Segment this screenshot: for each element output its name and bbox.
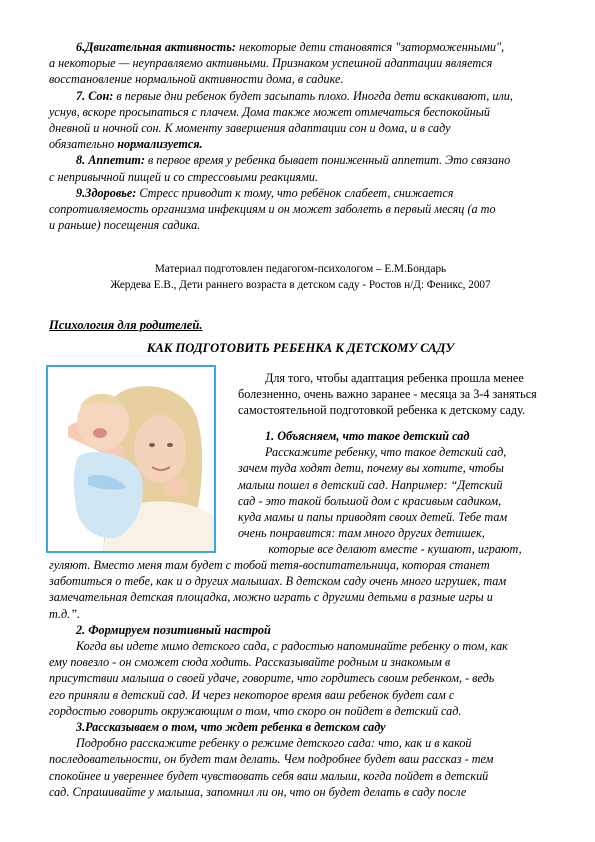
mother-child-photo [46,365,216,553]
section-label: Психология для родителей. [49,318,203,332]
item-health: 9.Здоровье: Стресс приводит к тому, что ребёнок слабеет, снижается [76,185,454,200]
item-sleep: 7. Сон: в первые дни ребенок будет засыпать плохо. Иногда дети вскакивают, или, [76,88,513,103]
item-heading: 6.Двигательная активность: [76,40,236,54]
source-credit [49,262,552,293]
item-heading: 8. Аппетит: [76,153,145,168]
intro-paragraph: Для того, чтобы адаптация ребенка прошла менее болезненно, очень важно заранее - месяца за 3-4 заняться самостоятельной подготовкой ребенка к детскому саду. [238,371,537,418]
section-heading: 1. Объясняем, что такое детский сад [265,429,470,443]
item-appetite: 8. Аппетит: в первое время у ребенка бывает пониженный аппетит. Это связано [76,153,511,168]
section-1: 1. Объясняем, что такое детский сад Расскажите ребенку, что такое детский сад, зачем туда ходят дети, почему вы хотите, чтобы малыш пошел в детский сад. Например: “Детский сад - это такой большой дом с красивым садиком, куда мамы и папы приводят своих детей. Тебе там очень понравится: там много других детишек, которые все делают вместе - кушают, играют, [238,428,552,558]
item-heading: 9.Здоровье: [76,185,137,200]
adaptation-signs-list: 6.Двигательная активность: некоторые дети становятся "заторможенными", а некоторые — неуправляемо активными. Признаком успешной адаптации является восстановление нормальной активности дома, в садике. 7. Сон: в первые дни ребенок будет засыпать плохо. Иногда дети вскакивают, или, уснув, вскоре просыпаться с плачем. Дома также может отмечаться беспокойный дневной и ночной сон. К моменту завершения адаптации сон и дома, и в саду обязательно нормализуется. 8. Аппетит: в первое время у ребенка бывает пониженный аппетит. Это связано с непривычной пищей и со стрессовыми реакциями. 9.Здоровье: Стресс приводит к тому, что ребёнок слабеет, снижается сопротивляемость организма инфекциям и он может заболеть в первый месяц (а то и раньше) посещения садика. [49,39,552,233]
credit-author: Материал подготовлен педагогом-психологом – Е.М.Бондарь [154,263,447,275]
credit-reference: Жердева Е.В., Дети раннего возраста в детском саду - Ростов н/Д: Феникс, 2007 [110,278,491,291]
photo-illustration [48,367,214,551]
item-heading: 7. Сон: [76,88,114,103]
page-title: КАК ПОДГОТОВИТЬ РЕБЕНКА К ДЕТСКОМУ САДУ [146,341,455,355]
main-body: гуляют. Вместо меня там будет с тобой тетя-воспитательница, которая станет заботиться о тебе, как и о других малышах. В детском саду очень много игрушек, там замечательная детская площадка, можно играть с другими детьми в разные игры и т.д.”. 2. Формируем позитивный настрой Когда вы идете мимо детского сада, с радостью напоминайте ребенку о том, как ему повезло - он сможет сюда ходить. Рассказывайте родным и знакомым в присутствии малыша о своей удаче, говорите, что гордитесь своим ребенком, - ведь его приняли в детский сад. И через некоторое время ваш ребенок будет сам с гордостью говорить окружающим о том, что скоро он пойдет в детский сад. 3.Рассказываем о том, что ждет ребенка в детском саду Подробно расскажите ребенку о режиме детского сада: что, как и в какой последовательности, он будет там делать. Чем подробнее будет ваш рассказ - тем спокойнее и увереннее будет чувствовать себя ваш малыш, когда пойдет в детский сад. Спрашивайте у малыша, запомнил ли он, что он будет делать в саду после [49,557,552,800]
item-motor-activity: 6.Двигательная активность: некоторые дети становятся "заторможенными", [76,40,505,54]
section-heading: 2. Формируем позитивный настрой [76,622,271,637]
section-heading: 3.Рассказываем о том, что ждет ребенка в детском саду [76,720,386,735]
